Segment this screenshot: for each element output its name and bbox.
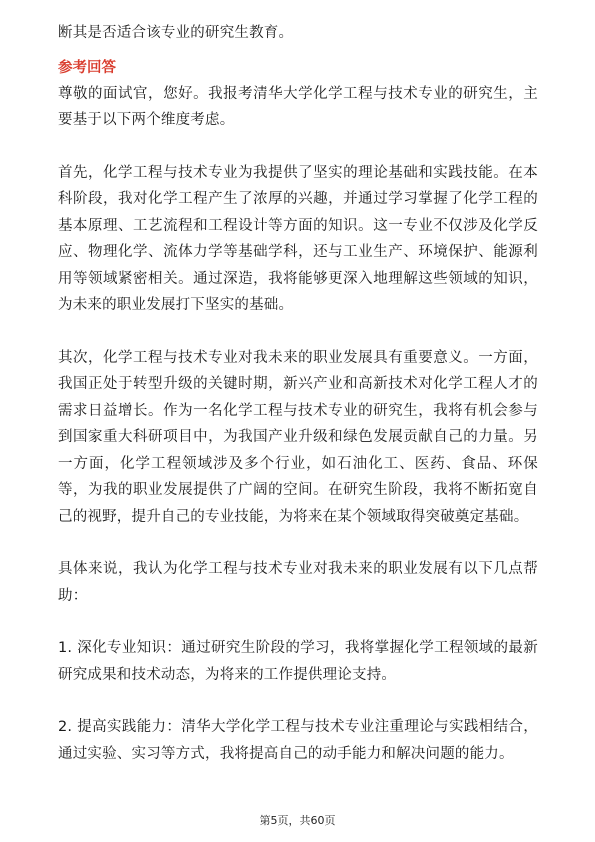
page-number: 第5页，共60页 bbox=[259, 814, 336, 827]
paragraph-second-reason: 其次，化学工程与技术专业对我未来的职业发展具有重要意义。一方面，我国正处于转型升级的关键时期，新兴产业和高新技术对化学工程人才的需求日益增长。作为一名化学工程与技术专业的研究生，我将有机会参与到国家重大科研项目中，为我国产业升级和绿色发展贡献自己的力量。另一方面，化学工程领域涉及多个行业，如石油化工、医药、食品、环保等，为我的职业发展提供了广阔的空间。在研究生阶段，我将不断拓宽自己的视野，提升自己的专业技能，为将来在某个领域取得突破奠定基础。 bbox=[58, 349, 538, 525]
document-body bbox=[58, 20, 538, 767]
paragraph-greeting: 尊敬的面试官，您好。我报考清华大学化学工程与技术专业的研究生，主要基于以下两个维度考虑。 bbox=[58, 85, 538, 128]
intro-line: 断其是否适合该专业的研究生教育。 bbox=[58, 25, 294, 41]
paragraph-specific-intro: 具体来说，我认为化学工程与技术专业对我未来的职业发展有以下几点帮助： bbox=[58, 561, 538, 604]
answer-heading: 参考回答 bbox=[58, 59, 116, 76]
paragraph-first-reason: 首先，化学工程与技术专业为我提供了坚实的理论基础和实践技能。在本科阶段，我对化学工程产生了浓厚的兴趣，并通过学习掌握了化学工程的基本原理、工艺流程和工程设计等方面的知识。这一专业不仅涉及化学反应、物理化学、流体力学等基础学科，还与工业生产、环境保护、能源利用等领域紧密相关。通过深造，我将能够更深入地理解这些领域的知识，为未来的职业发展打下坚实的基础。 bbox=[58, 164, 538, 313]
list-item-deepen-knowledge: 1. 深化专业知识：通过研究生阶段的学习，我将掌握化学工程领域的最新研究成果和技术动态，为将来的工作提供理论支持。 bbox=[58, 640, 538, 683]
list-item-practice-ability: 2. 提高实践能力：清华大学化学工程与技术专业注重理论与实践相结合，通过实验、实习等方式，我将提高自己的动手能力和解决问题的能力。 bbox=[58, 719, 538, 762]
